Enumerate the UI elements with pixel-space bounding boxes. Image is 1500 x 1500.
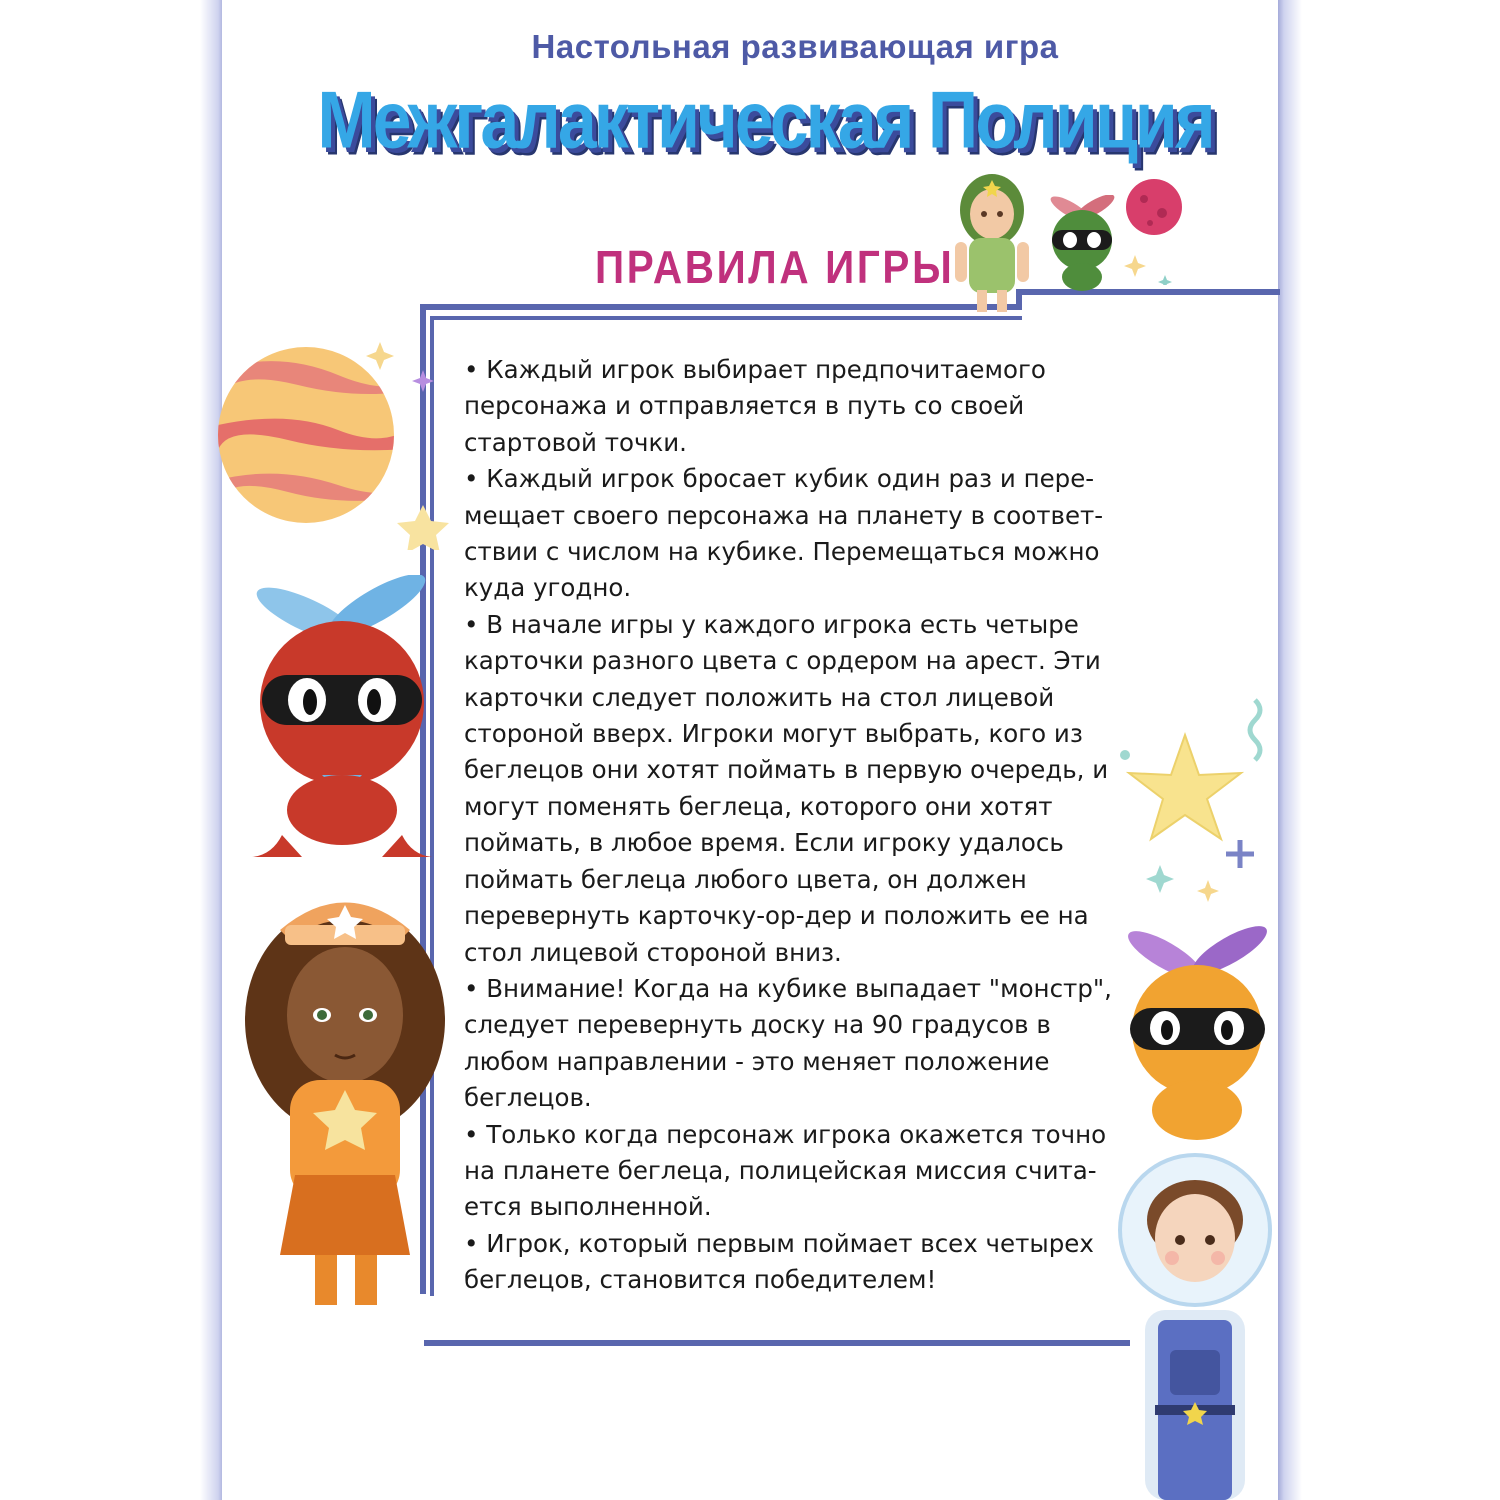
rule-item: • В начале игры у каждого игрока есть четыре карточки разного цвета с ордером на арест. Эти карточки следует положить на стол лицевой стороной вверх. Игроки могут выбрать, кого из беглецов они хотят поймать в первую очередь, и могут поменять беглеца, которого они хотят поймать, в любое время. Если игроку удалось поймать беглеца любого цвета, он должен перевернуть карточку-ор-дер и положить ее на стол лицевой стороной вниз. (464, 609, 1109, 967)
game-subtitle: Настольная развивающая игра (531, 28, 1059, 65)
red-masked-alien-illustration (242, 575, 442, 860)
frame-bottom-line (424, 1340, 1130, 1346)
rule-item: • Каждый игрок выбирает предпочитаемого персонажа и отправляется в путь со своей стартовой точки. (464, 355, 1046, 457)
pink-planet-illustration (1120, 175, 1200, 285)
rules-list (464, 352, 1124, 1299)
rule-item: • Только когда персонаж игрока окажется точно на планете беглеца, полицейская миссия счита-ется выполненной. (464, 1119, 1107, 1222)
rule-item: • Игрок, который первым поймает всех четырех беглецов, становится победителем! (464, 1228, 1094, 1295)
yellow-star-illustration (1110, 690, 1280, 930)
frame-top-inner-line (430, 316, 1022, 320)
green-masked-alien-illustration (1040, 195, 1125, 295)
orange-masked-alien-illustration (1115, 920, 1280, 1145)
frame-top-line (420, 304, 1022, 310)
girl-with-hat-illustration (240, 875, 450, 1310)
rule-item: • Внимание! Когда на кубике выпадает "монстр", следует перевернуть доску на 90 градусов в любом направлении - это меняет положение беглецов. (464, 973, 1112, 1113)
green-girl-illustration (945, 170, 1040, 315)
astronaut-boy-illustration (1110, 1150, 1280, 1500)
striped-planet-illustration (218, 330, 458, 550)
rule-item: • Каждый игрок бросает кубик один раз и пере-мещает своего персонажа на планету в соответ-ствии с числом на кубике. Перемещаться можно куда угодно. (464, 464, 1104, 603)
rules-heading: ПРАВИЛА ИГРЫ (595, 241, 955, 293)
game-title: Межгалактическая Полиция (317, 75, 1213, 165)
